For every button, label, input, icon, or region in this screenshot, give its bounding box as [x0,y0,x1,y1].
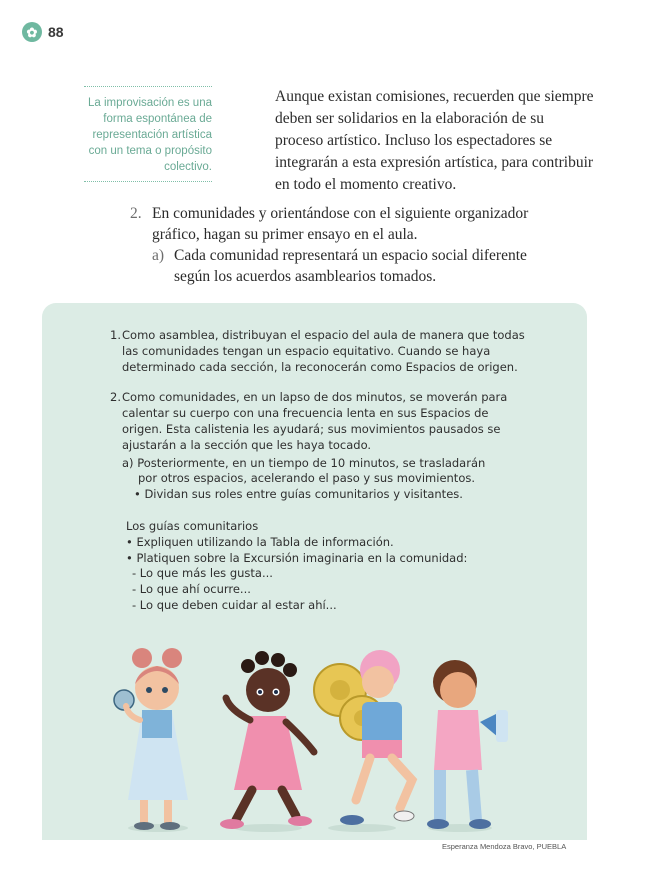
organizer-item-2-number: 2. [110,390,121,405]
organizer-item-2: Como comunidades, en un lapso de dos minutos, se moverán para calentar su cuerpo con una frecuencia lenta en sus Espacios de origen. Esta calistenia les ayudará; sus movimientos pausados se ajustarán a la sección que les haya tocado. [122,390,508,452]
organizer-text [110,328,530,614]
step-2 [130,203,530,287]
organizer-item-2a-cont: por otros espacios, acelerando el paso y sus movimientos. [138,471,475,486]
children-illustration [100,640,530,835]
illustration-credit: Esperanza Mendoza Bravo, PUEBLA [442,842,567,851]
step-2a-text: Cada comunidad representará un espacio social diferente según los acuerdos asamblearios tomados. [174,247,527,285]
organizer-item-1-number: 1. [110,328,121,342]
guides-dash-2: - Lo que ahí ocurre... [132,582,251,597]
side-note: La improvisación es una forma espontánea de representación artística con un tema o propósito colectivo. [84,86,212,182]
page-number [22,22,64,42]
guides-title: Los guías comunitarios [126,518,259,533]
step-2-number: 2. [130,205,142,222]
intro-paragraph: Aunque existan comisiones, recuerden que siempre deben ser solidarios en la elaboración de su proceso artístico. Incluso los espectadores se integrarán a esta expresión artística, para contribuir en todo el momento creativo. [275,88,594,193]
child-pink-dress [220,651,314,832]
organizer-item-1: Como asamblea, distribuyan el espacio del aula de manera que todas las comunidades tengan un espacio equitativo. Cuando se haya determinado cada sección, la reconocerán como Espacios de origen. [122,328,525,374]
child-with-megaphone [427,660,508,832]
child-with-globe [114,648,188,832]
organizer-item-2-bullet: • Dividan sus roles entre guías comunitarios y visitantes. [134,487,463,502]
guides-bullet-2: • Platiquen sobre la Excursión imaginaria en la comunidad: [126,550,468,565]
flower-icon: ✿ [22,22,42,42]
organizer-item-2a: a) Posteriormente, en un tiempo de 10 minutos, se trasladarán [122,455,486,470]
guides-dash-1: - Lo que más les gusta... [132,566,273,581]
child-with-cymbals [314,650,414,832]
step-2a-letter: a) [152,247,165,264]
page-number-text: 88 [48,24,64,40]
guides-bullet-1: • Expliquen utilizando la Tabla de información. [126,534,394,549]
step-2-text: En comunidades y orientándose con el siguiente organizador gráfico, hagan su primer ensayo en el aula. [152,205,529,243]
guides-dash-3: - Lo que deben cuidar al estar ahí... [132,597,337,612]
